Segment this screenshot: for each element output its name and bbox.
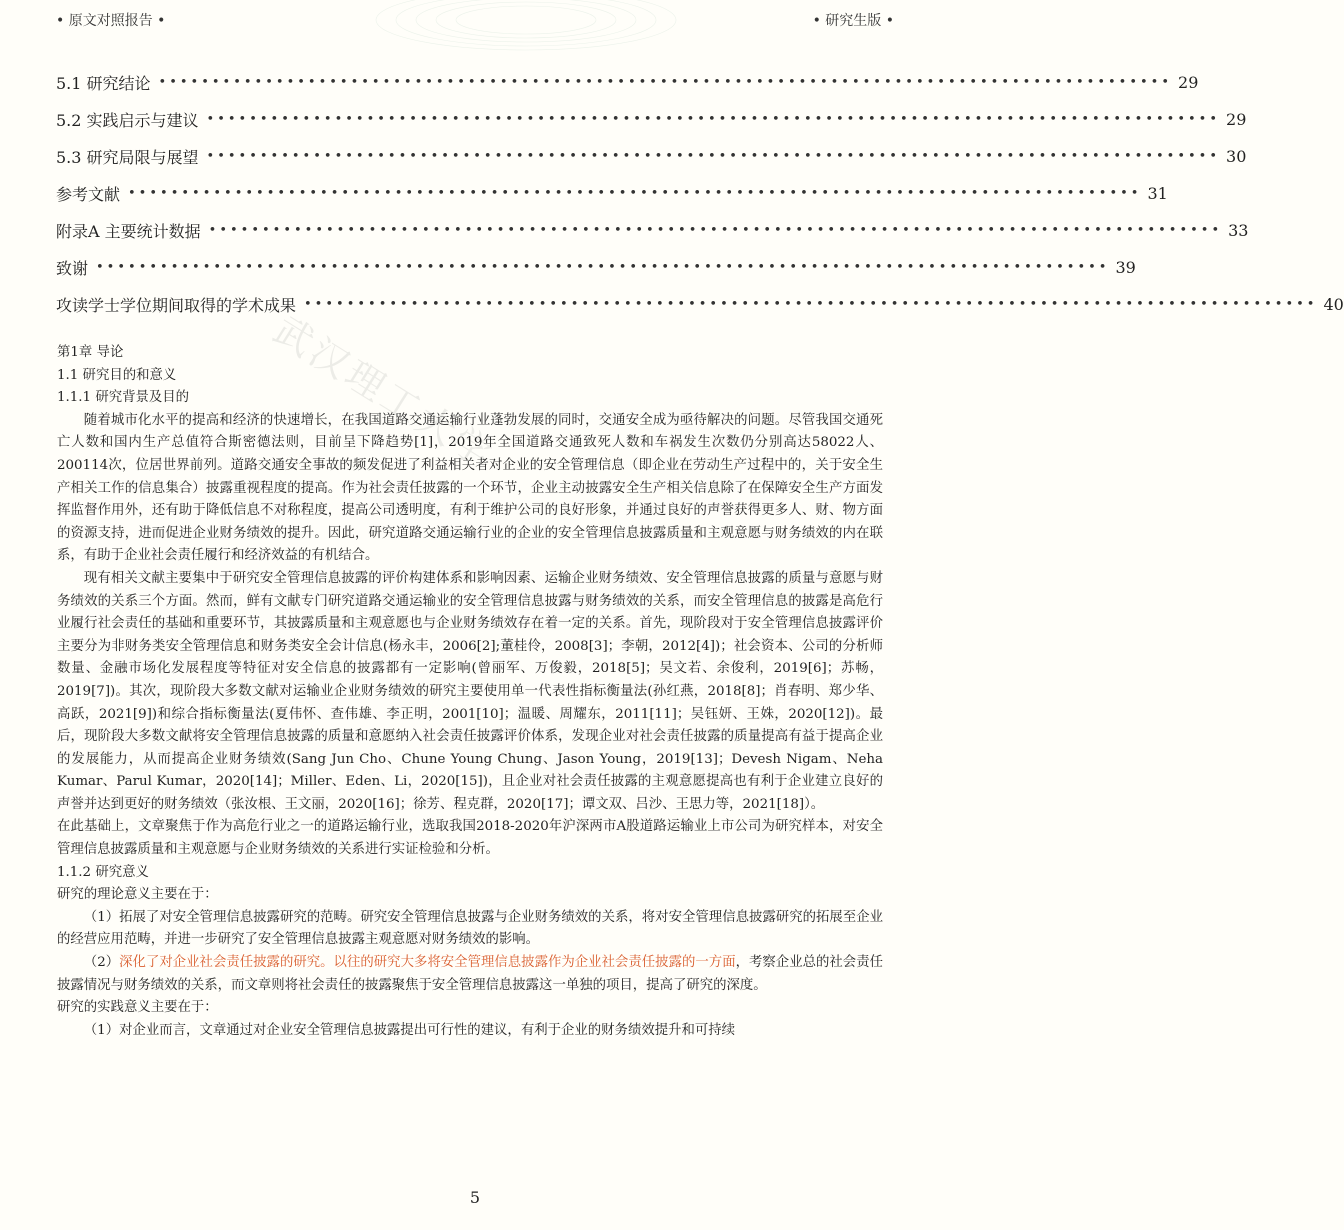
paragraph-practice-1: （1）对企业而言，文章通过对企业安全管理信息披露提出可行性的建议，有利于企业的财务绩效提升和可持续 (83, 1022, 736, 1038)
toc-entry-page: 33 (1228, 221, 1249, 240)
toc-leader-dots: ••••••••••••••••••••••••••••••••••••••••••••••••••••••••••••••••••••••••••••••••••••••••••••••• (304, 297, 1318, 312)
toc-entry[interactable] (56, 101, 1247, 138)
toc-entry-page: 29 (1178, 73, 1199, 92)
toc-entry-title: 5.1 研究结论 (56, 74, 151, 93)
header-right-label: • 研究生版 • (812, 13, 894, 29)
toc-entry-page: 39 (1115, 258, 1136, 277)
page-header (56, 10, 894, 32)
toc-leader-dots: ••••••••••••••••••••••••••••••••••••••••••••••••••••••••••••••••••••••••••••••••••••••••••••••• (206, 112, 1221, 127)
toc-entry-title: 参考文献 (56, 185, 121, 204)
toc-entry[interactable] (56, 138, 1247, 175)
watermark-text: 武汉理工大学 (266, 307, 504, 479)
toc-entry-title: 致谢 (56, 259, 89, 278)
toc-entry-page: 29 (1226, 110, 1247, 129)
toc-leader-dots: ••••••••••••••••••••••••••••••••••••••••••••••••••••••••••••••••••••••••••••••••••••••••••••••• (128, 186, 1142, 201)
page-number: 5 (469, 1188, 481, 1207)
guilloche-ornament (356, 0, 696, 60)
paragraph-theory-1: （1）拓展了对安全管理信息披露研究的范畴。研究安全管理信息披露与企业财务绩效的关系，将对安全管理信息披露研究的拓展至企业的经营应用范畴，并进一步研究了安全管理信息披露主观意愿对财务绩效的影响。 (57, 909, 883, 948)
paragraph-practice-intro: 研究的实践意义主要在于： (57, 1000, 218, 1016)
table-of-contents (56, 64, 1344, 323)
paragraph-rest: ，考察企业总的社会责任披露情况与财务绩效的关系，而文章则将社会责任的披露聚焦于安全管理信息披露这一单独的项目，提高了研究的深度。 (57, 955, 883, 993)
toc-entry[interactable] (56, 64, 1199, 101)
highlighted-match-text: 深化了对企业社会责任披露的研究。以往的研究大多将安全管理信息披露作为企业社会责任披露的一方面 (119, 955, 736, 971)
toc-entry[interactable] (56, 175, 1168, 212)
toc-entry-title: 5.3 研究局限与展望 (56, 148, 199, 167)
chapter-heading: 第1章 导论 (57, 345, 124, 360)
toc-entry-title: 5.2 实践启示与建议 (56, 111, 199, 130)
toc-entry-title: 攻读学士学位期间取得的学术成果 (56, 296, 297, 315)
toc-leader-dots: ••••••••••••••••••••••••••••••••••••••••••••••••••••••••••••••••••••••••••••••••••••••••••••••• (158, 75, 1173, 90)
toc-leader-dots: ••••••••••••••••••••••••••••••••••••••••••••••••••••••••••••••••••••••••••••••••••••••••••••••• (206, 149, 1221, 164)
toc-entry[interactable] (56, 212, 1249, 249)
document-body (57, 342, 883, 1042)
toc-entry-page: 30 (1226, 147, 1247, 166)
toc-leader-dots: ••••••••••••••••••••••••••••••••••••••••••••••••••••••••••••••••••••••••••••••••••••••••••••••• (96, 260, 1110, 275)
paragraph-theory-intro: 研究的理论意义主要在于： (57, 887, 218, 903)
subsection-heading: 1.1.2 研究意义 (57, 864, 149, 880)
paragraph-lead: （2） (83, 955, 120, 971)
paragraph-literature: 现有相关文献主要集中于研究安全管理信息披露的评价构建体系和影响因素、运输企业财务绩效、安全管理信息披露的质量与意愿与财务绩效的关系三个方面。然而，鲜有文献专门研究道路交通运输业的安全管理信息披露与财务绩效的关系，而安全管理信息的披露是高危行业履行社会责任的基础和重要环节，其披露质量和主观意愿也与企业财务绩效存在着一定的关系。首先，现阶段对于安全管理信息披露评价主要分为非财务类安全管理信息和财务类安全会计信息(杨永丰，2006[2];董桂伶，2008[3]；李朝，2012[4])；社会资本、公司的分析师数量、金融市场化发展程度等特征对安全信息的披露都有一定影响(曾丽军、万俊毅，2018[5]；吴文若、余俊利，2019[6]；苏畅，2019[7])。其次，现阶段大多数文献对运输业企业财务绩效的研究主要使用单一代表性指标衡量法(孙红燕，2018[8]；肖春明、郑少华、高跃，2021[9])和综合指标衡量法(夏伟怀、查伟雄、李正明，2001[10]；温暖、周耀东，2011[11]；吴钰妍、王姝，2020[12])。最后，现阶段大多数文献将安全管理信息披露的质量和意愿纳入社会责任披露评价体系，发现企业对社会责任披露的质量提高有益于提高企业的发展能力，从而提高企业财务绩效(Sang Jun Cho、Chune Young Chung、Jason Young，2019[13]；Devesh Nigam、Neha Kumar、Parul Kumar，2020[14]；Miller、Eden、Li，2020[15])，且企业对社会责任披露的主观意愿提高也有利于企业建立良好的声誉并达到更好的财务绩效（张汝根、王文丽，2020[16]；徐芳、程克群，2020[17]；谭文双、吕沙、王思力等，2021[18]）。 (57, 570, 883, 812)
paragraph-background: 随着城市化水平的提高和经济的快速增长，在我国道路交通运输行业蓬勃发展的同时，交通安全成为亟待解决的问题。尽管我国交通死亡人数和国内生产总值符合斯密德法则，目前呈下降趋势[1]，2019年全国道路交通致死人数和车祸发生次数仍分别高达58022人、200114次，位居世界前列。道路交通安全事故的频发促进了利益相关者对企业的安全管理信息（即企业在劳动生产过程中的，关于安全生产相关工作的信息集合）披露重视程度的提高。作为社会责任披露的一个环节，企业主动披露安全生产相关信息除了在保障安全生产方面发挥监督作用外，还有助于降低信息不对称程度，提高公司透明度，有利于维护公司的良好形象，并通过良好的声誉获得更多人、财、物方面的资源支持，进而促进企业财务绩效的提升。因此，研究道路交通运输行业的企业的安全管理信息披露质量和主观意愿与财务绩效的内在联系，有助于企业社会责任履行和经济效益的有机结合。 (57, 412, 883, 564)
toc-entry[interactable] (56, 249, 1136, 286)
toc-entry-page: 40 (1323, 295, 1344, 314)
subsection-heading: 1.1.1 研究背景及目的 (57, 390, 190, 406)
paragraph-sample: 在此基础上，文章聚焦于作为高危行业之一的道路运输行业，选取我国2018-2020年沪深两市A股道路运输业上市公司为研究样本，对安全管理信息披露质量和主观意愿与企业财务绩效的关系进行实证检验和分析。 (57, 819, 883, 858)
header-left-label: • 原文对照报告 • (56, 13, 166, 29)
section-heading: 1.1 研究目的和意义 (57, 367, 177, 383)
toc-entry-title: 附录A 主要统计数据 (56, 222, 201, 241)
toc-leader-dots: ••••••••••••••••••••••••••••••••••••••••••••••••••••••••••••••••••••••••••••••••••••••••••••••• (208, 223, 1223, 238)
paragraph-theory-2 (57, 952, 883, 997)
toc-entry-page: 31 (1147, 184, 1168, 203)
